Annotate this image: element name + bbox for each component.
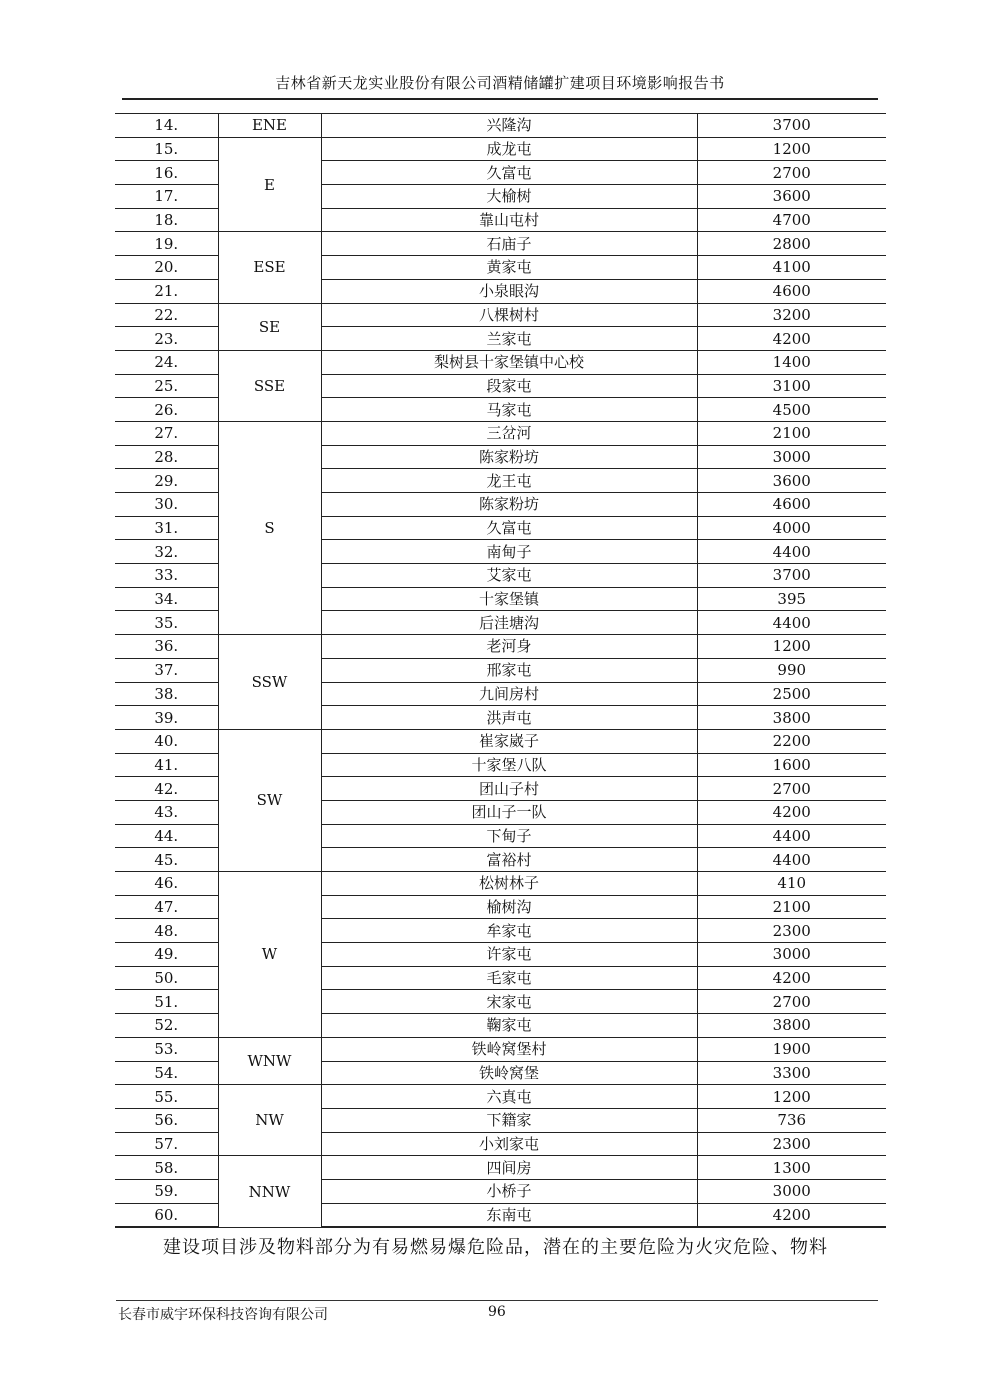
distance-cell: 3100 (697, 374, 886, 398)
table-row (115, 137, 886, 161)
row-number-cell: 28. (115, 445, 218, 469)
distance-cell: 990 (697, 658, 886, 682)
sensitive-points-table (115, 113, 886, 1228)
row-number-cell: 51. (115, 990, 218, 1014)
row-number-cell: 56. (115, 1108, 218, 1132)
row-number-cell: 55. (115, 1085, 218, 1109)
location-name-cell: 艾家屯 (321, 564, 697, 588)
location-name-cell: 小刘家屯 (321, 1132, 697, 1156)
row-number-cell: 38. (115, 682, 218, 706)
location-name-cell: 崔家崴子 (321, 729, 697, 753)
table-row (115, 1085, 886, 1109)
location-name-cell: 兰家屯 (321, 327, 697, 351)
distance-cell: 3700 (697, 564, 886, 588)
distance-cell: 4400 (697, 611, 886, 635)
row-number-cell: 15. (115, 137, 218, 161)
body-paragraph: 建设项目涉及物料部分为有易燃易爆危险品，潜在的主要危险为火灾危险、物料 (163, 1237, 828, 1258)
footer-divider (116, 1300, 878, 1301)
distance-cell: 4000 (697, 516, 886, 540)
distance-cell: 4600 (697, 279, 886, 303)
distance-cell: 2800 (697, 232, 886, 256)
location-name-cell: 十家堡镇 (321, 587, 697, 611)
table-row (115, 1156, 886, 1180)
location-name-cell: 六真屯 (321, 1085, 697, 1109)
distance-cell: 4500 (697, 398, 886, 422)
location-name-cell: 段家屯 (321, 374, 697, 398)
row-number-cell: 29. (115, 469, 218, 493)
distance-cell: 2200 (697, 729, 886, 753)
distance-cell: 3700 (697, 114, 886, 138)
table-row (115, 114, 886, 138)
row-number-cell: 45. (115, 848, 218, 872)
location-name-cell: 十家堡八队 (321, 753, 697, 777)
table-row (115, 350, 886, 374)
row-number-cell: 44. (115, 824, 218, 848)
row-number-cell: 27. (115, 421, 218, 445)
location-name-cell: 毛家屯 (321, 966, 697, 990)
row-number-cell: 33. (115, 564, 218, 588)
distance-cell: 2700 (697, 161, 886, 185)
row-number-cell: 20. (115, 256, 218, 280)
distance-cell: 3000 (697, 445, 886, 469)
table-row (115, 635, 886, 659)
location-name-cell: 松树林子 (321, 872, 697, 896)
row-number-cell: 32. (115, 540, 218, 564)
header-divider (122, 98, 878, 100)
row-number-cell: 23. (115, 327, 218, 351)
location-name-cell: 黄家屯 (321, 256, 697, 280)
location-name-cell: 陈家粉坊 (321, 493, 697, 517)
distance-cell: 1300 (697, 1156, 886, 1180)
row-number-cell: 21. (115, 279, 218, 303)
row-number-cell: 60. (115, 1203, 218, 1227)
location-name-cell: 靠山屯村 (321, 208, 697, 232)
table-row (115, 1037, 886, 1061)
location-name-cell: 宋家屯 (321, 990, 697, 1014)
distance-cell: 3000 (697, 943, 886, 967)
row-number-cell: 14. (115, 114, 218, 138)
row-number-cell: 47. (115, 895, 218, 919)
table-row (115, 872, 886, 896)
distance-cell: 1600 (697, 753, 886, 777)
distance-cell: 1200 (697, 1085, 886, 1109)
direction-cell: SE (218, 303, 321, 350)
distance-cell: 3300 (697, 1061, 886, 1085)
row-number-cell: 39. (115, 706, 218, 730)
row-number-cell: 35. (115, 611, 218, 635)
location-name-cell: 陈家粉坊 (321, 445, 697, 469)
distance-cell: 4200 (697, 966, 886, 990)
row-number-cell: 46. (115, 872, 218, 896)
location-name-cell: 邢家屯 (321, 658, 697, 682)
location-name-cell: 三岔河 (321, 421, 697, 445)
distance-cell: 4400 (697, 540, 886, 564)
location-name-cell: 下籍家 (321, 1108, 697, 1132)
location-name-cell: 南甸子 (321, 540, 697, 564)
row-number-cell: 53. (115, 1037, 218, 1061)
table-row (115, 303, 886, 327)
distance-cell: 4400 (697, 848, 886, 872)
location-name-cell: 四间房 (321, 1156, 697, 1180)
row-number-cell: 49. (115, 943, 218, 967)
distance-cell: 4700 (697, 208, 886, 232)
distance-cell: 395 (697, 587, 886, 611)
location-name-cell: 铁岭窝堡 (321, 1061, 697, 1085)
row-number-cell: 34. (115, 587, 218, 611)
distance-cell: 3200 (697, 303, 886, 327)
location-name-cell: 东南屯 (321, 1203, 697, 1227)
row-number-cell: 18. (115, 208, 218, 232)
row-number-cell: 48. (115, 919, 218, 943)
distance-cell: 3000 (697, 1179, 886, 1203)
direction-cell: NW (218, 1085, 321, 1156)
location-name-cell: 洪声屯 (321, 706, 697, 730)
row-number-cell: 36. (115, 635, 218, 659)
location-name-cell: 久富屯 (321, 161, 697, 185)
distance-cell: 736 (697, 1108, 886, 1132)
row-number-cell: 50. (115, 966, 218, 990)
row-number-cell: 17. (115, 185, 218, 209)
location-name-cell: 下甸子 (321, 824, 697, 848)
distance-cell: 4400 (697, 824, 886, 848)
row-number-cell: 19. (115, 232, 218, 256)
distance-cell: 4100 (697, 256, 886, 280)
distance-cell: 2100 (697, 895, 886, 919)
table-row (115, 421, 886, 445)
location-name-cell: 兴隆沟 (321, 114, 697, 138)
distance-cell: 2700 (697, 777, 886, 801)
row-number-cell: 52. (115, 1014, 218, 1038)
distance-cell: 3600 (697, 185, 886, 209)
row-number-cell: 59. (115, 1179, 218, 1203)
location-name-cell: 八棵树村 (321, 303, 697, 327)
location-name-cell: 石庙子 (321, 232, 697, 256)
row-number-cell: 41. (115, 753, 218, 777)
distance-cell: 1200 (697, 137, 886, 161)
row-number-cell: 58. (115, 1156, 218, 1180)
location-name-cell: 梨树县十家堡镇中心校 (321, 350, 697, 374)
distance-cell: 1200 (697, 635, 886, 659)
row-number-cell: 26. (115, 398, 218, 422)
location-name-cell: 小桥子 (321, 1179, 697, 1203)
direction-cell: SW (218, 729, 321, 871)
location-name-cell: 九间房村 (321, 682, 697, 706)
document-header-title: 吉林省新天龙实业股份有限公司酒精储罐扩建项目环境影响报告书 (275, 74, 725, 92)
direction-cell: ESE (218, 232, 321, 303)
table-row (115, 232, 886, 256)
location-name-cell: 牟家屯 (321, 919, 697, 943)
distance-cell: 3800 (697, 706, 886, 730)
row-number-cell: 40. (115, 729, 218, 753)
location-name-cell: 鞠家屯 (321, 1014, 697, 1038)
row-number-cell: 25. (115, 374, 218, 398)
direction-cell: ENE (218, 114, 321, 138)
distance-cell: 2500 (697, 682, 886, 706)
distance-cell: 4200 (697, 327, 886, 351)
direction-cell: SSE (218, 350, 321, 421)
location-name-cell: 后洼塘沟 (321, 611, 697, 635)
direction-cell: E (218, 137, 321, 232)
location-name-cell: 富裕村 (321, 848, 697, 872)
distance-cell: 3600 (697, 469, 886, 493)
row-number-cell: 22. (115, 303, 218, 327)
table-body (115, 114, 886, 1228)
location-name-cell: 许家屯 (321, 943, 697, 967)
location-name-cell: 团山子村 (321, 777, 697, 801)
row-number-cell: 31. (115, 516, 218, 540)
direction-cell: S (218, 421, 321, 634)
row-number-cell: 30. (115, 493, 218, 517)
row-number-cell: 24. (115, 350, 218, 374)
distance-cell: 2300 (697, 1132, 886, 1156)
distance-cell: 3800 (697, 1014, 886, 1038)
location-name-cell: 小泉眼沟 (321, 279, 697, 303)
page-number: 96 (488, 1304, 506, 1320)
direction-cell: W (218, 872, 321, 1038)
distance-cell: 4600 (697, 493, 886, 517)
row-number-cell: 16. (115, 161, 218, 185)
direction-cell: WNW (218, 1037, 321, 1084)
distance-cell: 410 (697, 872, 886, 896)
distance-cell: 4200 (697, 800, 886, 824)
row-number-cell: 54. (115, 1061, 218, 1085)
distance-cell: 1400 (697, 350, 886, 374)
location-name-cell: 久富屯 (321, 516, 697, 540)
distance-cell: 2300 (697, 919, 886, 943)
location-name-cell: 马家屯 (321, 398, 697, 422)
row-number-cell: 37. (115, 658, 218, 682)
direction-cell: NNW (218, 1156, 321, 1228)
location-name-cell: 老河身 (321, 635, 697, 659)
row-number-cell: 57. (115, 1132, 218, 1156)
distance-cell: 1900 (697, 1037, 886, 1061)
row-number-cell: 43. (115, 800, 218, 824)
location-name-cell: 团山子一队 (321, 800, 697, 824)
distance-cell: 4200 (697, 1203, 886, 1227)
location-name-cell: 龙王屯 (321, 469, 697, 493)
footer-company: 长春市威宇环保科技咨询有限公司 (118, 1307, 328, 1323)
row-number-cell: 42. (115, 777, 218, 801)
direction-cell: SSW (218, 635, 321, 730)
table-row (115, 729, 886, 753)
distance-cell: 2700 (697, 990, 886, 1014)
location-name-cell: 铁岭窝堡村 (321, 1037, 697, 1061)
distance-cell: 2100 (697, 421, 886, 445)
location-name-cell: 大榆树 (321, 185, 697, 209)
location-name-cell: 成龙屯 (321, 137, 697, 161)
location-name-cell: 榆树沟 (321, 895, 697, 919)
